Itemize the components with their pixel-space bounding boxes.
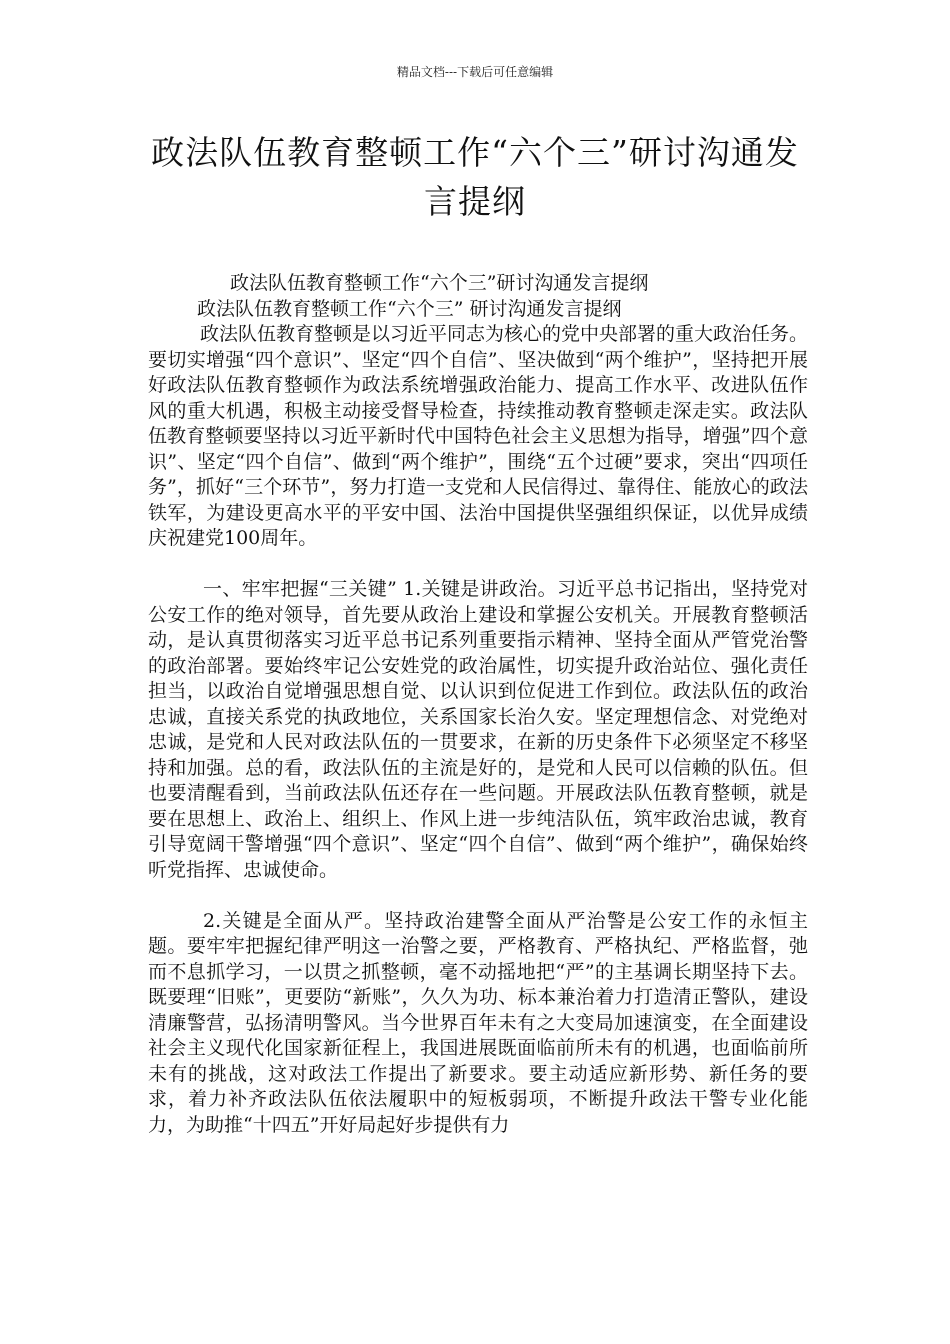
- document-body: [148, 271, 808, 1138]
- document-title: 政法队伍教育整顿工作“六个三”研讨沟通发言提纲: [151, 133, 799, 221]
- header-note: 精品文档---下载后可任意编辑: [396, 65, 554, 79]
- paragraph-gap: [148, 883, 808, 909]
- paragraph-gap: [148, 552, 808, 578]
- paragraph-section-2: 2.关键是全面从严。坚持政治建警全面从严治警是公安工作的永恒主题。要牢牢把握纪律严明这一治警之要，严格教育、严格执纪、严格监督，弛而不息抓学习，一以贯之抓整顿，毫不动摇地把“严”的主基调长期坚持下去。既要理“旧账”，更要防“新账”，久久为功、标本兼治着力打造清正警队，建设清廉警营，弘扬清明警风。当今世界百年未有之大变局加速演变，在全面建设社会主义现代化国家新征程上，我国进展既面临前所未有的机遇，也面临前所未有的挑战，这对政法工作提出了新要求。要主动适应新形势、新任务的要求，着力补齐政法队伍依法履职中的短板弱项，不断提升政法干警专业化能力，为助推“十四五”开好局起好步提供有力: [148, 909, 808, 1136]
- subtitle-line-1: 政法队伍教育整顿工作“六个三”研讨沟通发言提纲: [230, 272, 649, 294]
- paragraph-section-1: 一、牢牢把握“三关键” 1.关键是讲政治。习近平总书记指出，坚持党对公安工作的绝对领导，首先要从政治上建设和掌握公安机关。开展教育整顿活动，是认真贯彻落实习近平总书记系列重要指示精神、坚持全面从严管党治警的政治部署。要始终牢记公安姓党的政治属性，切实提升政治站位、强化责任担当，以政治自觉增强思想自觉、以认识到位促进工作到位。政法队伍的政治忠诚，直接关系党的执政地位，关系国家长治久安。坚定理想信念、对党绝对忠诚，是党和人民对政法队伍的一贯要求，在新的历史条件下必须坚定不移坚持和加强。总的看，政法队伍的主流是好的，是党和人民可以信赖的队伍。但也要清醒看到，当前政法队伍还存在一些问题。开展政法队伍教育整顿，就是要在思想上、政治上、组织上、作风上进一步纯洁队伍，筑牢政治忠诚，教育引导宽阔干警增强“四个意识”、坚定“四个自信”、做到“两个维护”，确保始终听党指挥、忠诚使命。: [148, 578, 808, 881]
- paragraph-intro: 政法队伍教育整顿是以习近平同志为核心的党中央部署的重大政治任务。要切实增强“四个意识”、坚定“四个自信”、坚决做到“两个维护”，坚持把开展好政法队伍教育整顿作为政法系统增强政治能力、提高工作水平、改进队伍作风的重大机遇，积极主动接受督导检查，持续推动教育整顿走深走实。政法队伍教育整顿要坚持以习近平新时代中国特色社会主义思想为指导，增强”四个意识”、坚定“四个自信”、做到“两个维护”，围绕“五个过硬”要求，突出“四项任务”，抓好“三个环节”，努力打造一支党和人民信得过、靠得住、能放心的政法铁军，为建设更高水平的平安中国、法治中国提供坚强组织保证，以优异成绩庆祝建党100周年。: [148, 323, 809, 549]
- subtitle-line-2: 政法队伍教育整顿工作“六个三” 研讨沟通发言提纲: [197, 297, 622, 320]
